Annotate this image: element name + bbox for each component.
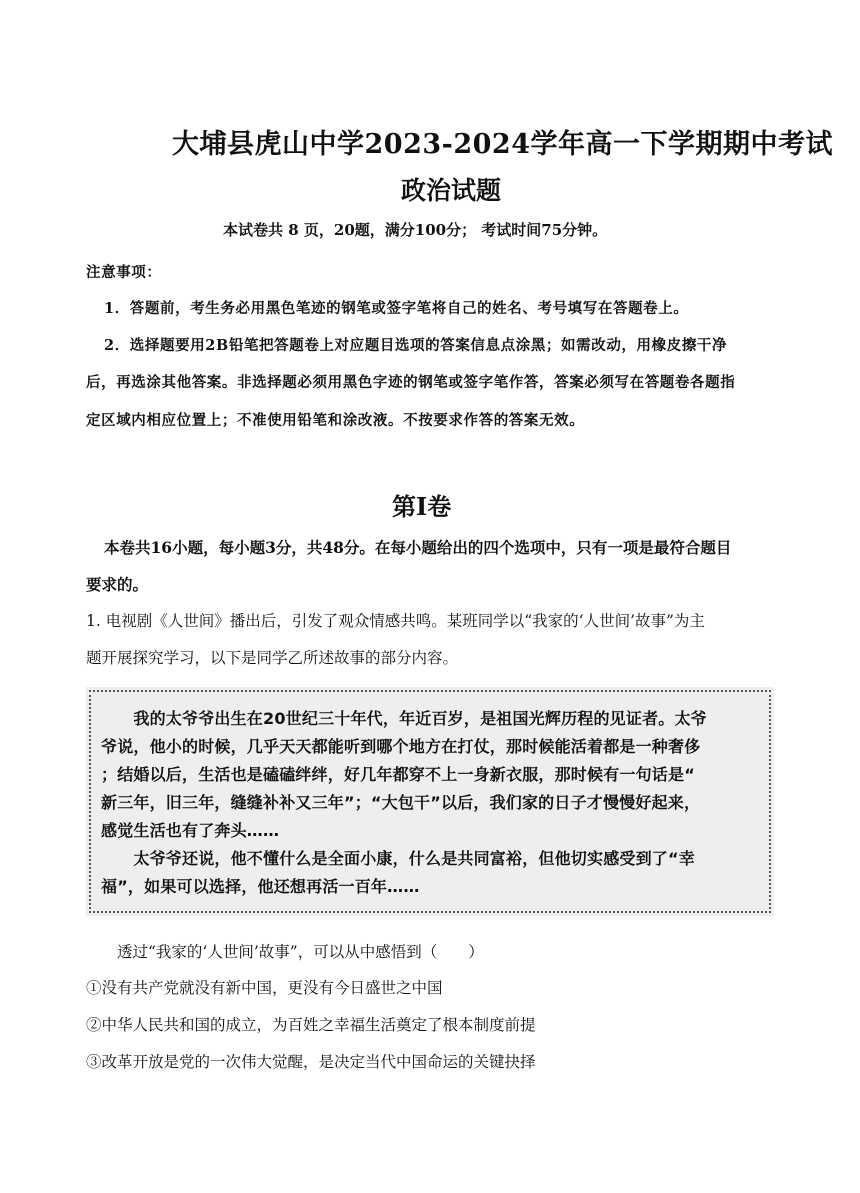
- section-intro-line-1: 本卷共16小题，每小题3分，共48分。在每小题给出的四个选项中，只有一项是最符合题目: [104, 538, 732, 557]
- question-1-stem-line-1: 1. 电视剧《人世间》播出后，引发了观众情感共鸣。某班同学以“我家的‘人世间’故事”为主: [86, 612, 705, 630]
- material-line: 新三年，旧三年，缝缝补补又三年”；“大包干”以后，我们家的日子才慢慢好起来，: [101, 793, 701, 812]
- exam-meta: 本试卷共 8 页，20题，满分100分； 考试时间75分钟。: [223, 221, 608, 239]
- exam-subtitle: 政治试题: [401, 176, 502, 205]
- material-line: 太爷爷还说，他不懂什么是全面小康，什么是共同富裕，但他切实感受到了“幸: [101, 849, 695, 868]
- material-box: [86, 687, 774, 916]
- material-line: 感觉生活也有了奔头……: [101, 821, 280, 840]
- exam-title: 大埔县虎山中学2023-2024学年高一下学期期中考试: [172, 129, 833, 160]
- question-1-option: ①没有共产党就没有新中国，更没有今日盛世之中国: [86, 979, 443, 997]
- question-1-option: ③改革开放是党的一次伟大觉醒，是决定当代中国命运的关键抉择: [86, 1053, 536, 1071]
- section-title: 第Ⅰ卷: [392, 492, 452, 521]
- material-line: 我的太爷爷出生在20世纪三十年代，年近百岁，是祖国光辉历程的见证者。太爷: [101, 709, 707, 728]
- section-intro-line-2: 要求的。: [86, 575, 149, 594]
- notice-item-1: 1．答题前，考生务必用黑色笔迹的钢笔或签字笔将自己的姓名、考号填写在答题卷上。: [104, 300, 689, 317]
- notice-heading: 注意事项：: [86, 264, 162, 281]
- material-line: 爷说，他小的时候，几乎天天都能听到哪个地方在打仗，那时候能活着都是一种奢侈: [101, 737, 701, 756]
- question-1-option: ②中华人民共和国的成立，为百姓之幸福生活奠定了根本制度前提: [86, 1016, 536, 1034]
- question-1-stem-line-2: 题开展探究学习，以下是同学乙所述故事的部分内容。: [86, 649, 459, 667]
- notice-item-2-line-2: 后，再选涂其他答案。非选择题必须用黑色字迹的钢笔或签字笔作答，答案必须写在答题卷各题指: [86, 374, 736, 391]
- notice-item-2-line-3: 定区域内相应位置上；不准使用铅笔和涂改液。不按要求作答的答案无效。: [86, 412, 585, 429]
- material-line: ；结婚以后，生活也是磕磕绊绊，好几年都穿不上一身新衣服，那时候有一句话是“: [101, 765, 695, 784]
- question-1-prompt: 透过“我家的‘人世间’故事”，可以从中感悟到（ ）: [117, 943, 484, 961]
- notice-item-2-line-1: 2．选择题要用2B铅笔把答题卷上对应题目选项的答案信息点涂黑；如需改动，用橡皮擦干净: [104, 337, 728, 354]
- material-line: 福”，如果可以选择，他还想再活一百年……: [101, 877, 420, 896]
